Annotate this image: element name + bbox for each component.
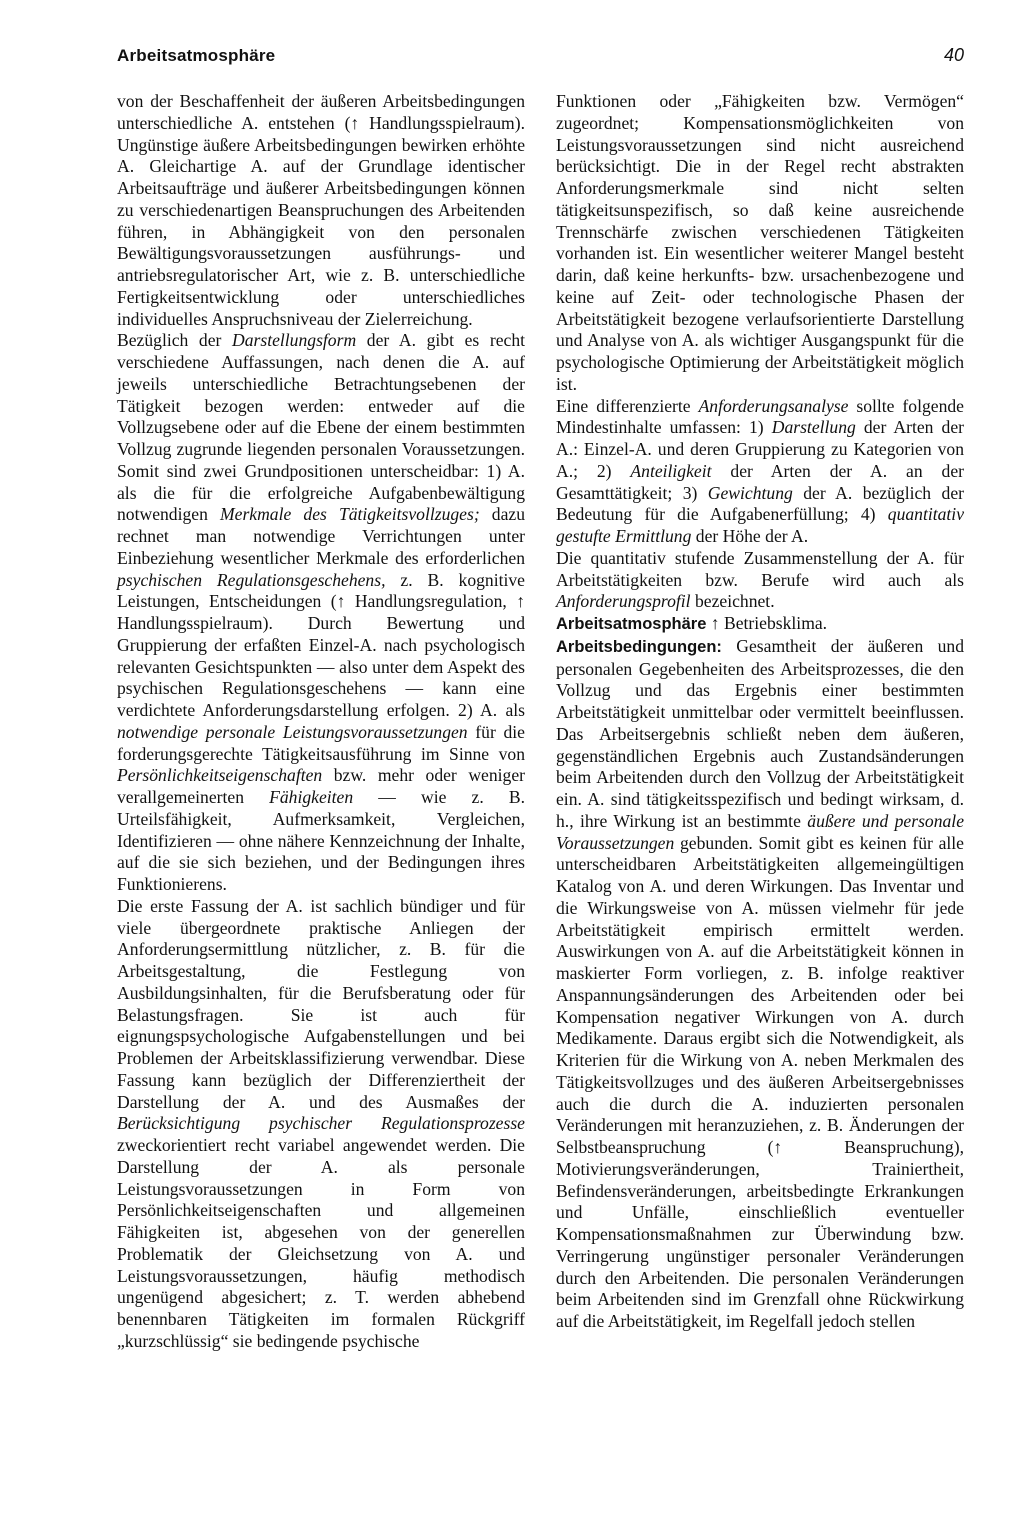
entry-headword: Arbeitsbedingungen:	[556, 637, 722, 656]
text-run: Die quantitativ stufende Zusammenstellung der A. für Arbeitstätigkeiten bzw. Berufe wird auch als	[556, 547, 964, 590]
text-run: für die forderungsgerechte Tätigkeitsausführung im Sinne von	[117, 721, 525, 764]
emphasis: Gewichtung	[707, 482, 793, 503]
text-run: — wie z. B. Urteilsfähigkeit, Aufmerksamkeit, Vergleichen, Identifizieren — ohne nähere Kennzeichnung der Inhalte, auf die sie sich beziehen, und der Bedingungen ihres Funktionierens.	[117, 787, 525, 894]
paragraph: Funktionen oder „Fähigkeiten bzw. Vermögen“ zugeordnet; Kompensationsmöglichkeiten von Leistungsvoraussetzungen sind nicht ausreichend berücksichtigt. Die in der Regel recht abstrakten Anforderungsmerkmale sind nicht selten tätigkeitsunspezifisch, so daß keine ausreichende Trennschärfe zwischen verschiedenen Tätigkeiten vorhanden ist. Ein wesentlicher weiterer Mangel besteht darin, daß keine herkunfts- bzw. ursachenbezogene und keine auf Zeit- oder technologische Phasen der Arbeitstätigkeit bezogene verlaufsorientierte Darstellung und Analyse von A. als wichtiger Ausgangspunkt für die psychologische Optimierung der Arbeitstätigkeit möglich ist.	[556, 91, 964, 394]
entry-headword: Arbeitsatmosphäre	[556, 615, 707, 633]
page-number: 40	[943, 45, 964, 65]
emphasis: Anforderungsanalyse	[698, 395, 849, 416]
paragraph	[556, 548, 964, 613]
emphasis: quantitativ gestufte Ermittlung	[556, 504, 964, 546]
text-run: der A. gibt es recht verschiedene Auffassungen, nach denen die A. auf jeweils unterschiedliche Betrachtungsebenen der Tätigkeit bezogen werden: entweder auf die Vollzugsebene oder auf die Ebene der einem bestimmten Vollzug zugrunde liegenden personalen Voraussetzungen. Somit sind zwei Grundpositionen unterscheidbar: 1) A. als die für die erfolgreiche Aufgabenbewältigung notwendigen	[117, 330, 525, 525]
text-run: Bezüglich der	[117, 330, 233, 351]
emphasis: Persönlichkeitseigenschaften	[117, 765, 323, 786]
paragraph	[117, 330, 525, 896]
text-run: sollte folgende Mindestinhalte umfassen: 1)	[556, 395, 964, 438]
emphasis: Anforderungsprofil	[556, 591, 691, 612]
paragraph	[117, 896, 525, 1353]
emphasis: Merkmale des Tätigkeitsvollzuges;	[219, 504, 480, 525]
running-title: Arbeitsatmosphäre	[117, 46, 276, 65]
left-column	[117, 91, 525, 1353]
text-run: Gesamtheit der äußeren und personalen Gegebenheiten des Arbeitsprozesses, die den Vollzug und das Ergebnis einer bestimmten Arbeitstätigkeit unmittelbar oder vermittelt beeinflussen. Das Arbeitsergebnis schließt neben dem äußeren, gegenständlichen Ergebnis auch Zustandsänderungen beim Arbeitenden durch den Vollzug der Arbeitstätigkeit ein. A. sind tätigkeitsspezifisch und bedingt wirksam, d. h., ihre Wirkung ist an bestimmte	[556, 635, 964, 831]
text-run: Eine differenzierte	[556, 395, 699, 416]
text-run: bzw. mehr oder weniger verallgemeinerten	[117, 765, 525, 807]
emphasis: Darstellungsform	[232, 330, 357, 351]
emphasis: notwendige personale Leistungsvoraussetzungen	[117, 721, 468, 742]
paragraph	[556, 396, 964, 548]
emphasis: Fähigkeiten	[269, 787, 354, 807]
text-run: z. B. kognitive Leistungen, Entscheidungen (↑ Handlungsregulation, ↑ Handlungsspielraum). Durch Bewertung und Gruppierung der erfaßten Einzel-A. nach psychologisch relevanten Gesichtspunkten — also unter dem Aspekt des psychischen Regulationsgeschehens — kann eine verdichtete Anforderungsdarstellung erfolgen. 2) A. als	[117, 569, 525, 720]
text-run: gebunden. Somit gibt es keinen für alle unterscheidbaren Arbeitstätigkeiten allgemeingültigen Katalog von A. und deren Wirkungen. Das Inventar und die Wirkungsweise von A. müssen vielmehr für jede Arbeitstätigkeit empirisch ermittelt werden. Auswirkungen von A. auf die Arbeitstätigkeit können in maskierter Form vorliegen, z. B. infolge reaktiver Anspannungsänderungen des Arbeitenden oder bei Kompensation negativer Wirkungen von A. durch Medikamente. Daraus ergibt sich die Notwendigkeit, als Kriterien für die Wirkung von A. neben Merkmalen des Tätigkeitsvollzuges und des äußeren Arbeitsergebnisses auch die durch die A. induzierten personalen Veränderungen mit heranzuziehen, z. B. Änderungen der Selbstbeanspruchung (↑ Beanspruchung), Motivierungsveränderungen, Trainiertheit, Befindensveränderungen, arbeitsbedingte Erkrankungen und Unfälle, einschließlich eventueller Kompensationsmaßnahmen zur Überwindung bzw. Verringerung ungünstiger personaler Veränderungen durch den Arbeitenden. Die personalen Veränderungen beim Arbeitenden sind im Grenzfall ohne Rückwirkung auf die Arbeitstätigkeit, im Regelfall jedoch stellen	[556, 832, 964, 1331]
cross-reference: ↑ Betriebsklima.	[706, 613, 828, 633]
right-column	[556, 91, 964, 1333]
text-run: bezeichnet.	[690, 591, 775, 612]
text-run: dazu rechnet man notwendige Verrichtungen unter Einbeziehung wesentlicher Merkmale des erforderlichen	[117, 504, 525, 568]
text-run: der A. bezüglich der Bedeutung für die Aufgabenerfüllung; 4)	[556, 482, 964, 525]
text-run: der Höhe der A.	[691, 526, 809, 546]
text-run: Die erste Fassung der A. ist sachlich bündiger und für viele übergeordnete praktische Anliegen der Anforderungsermittlung nützlicher, z. B. für die Arbeitsgestaltung, die Festlegung von Ausbildungsinhalten, für die Berufsberatung oder für Belastungsfragen. Sie ist auch für eignungspsychologische Aufgabenstellungen und bei Problemen der Arbeitsklassifizierung verwendbar. Diese Fassung kann bezüglich der Differenziertheit der Darstellung der A. und des Ausmaßes der	[117, 895, 525, 1112]
text-run: zweckorientiert recht variabel angewendet werden. Die Darstellung der A. als personale Leistungsvoraussetzungen in Form von Persönlichkeitseigenschaften und allgemeinen Fähigkeiten ist, abgesehen von der generellen Problematik der Gleichsetzung von A. und Leistungsvoraussetzungen, häufig methodisch ungenügend abgesichert; z. T. werden abhebend benennbaren Tätigkeiten im formalen Rückgriff „kurzschlüssig“ sie bedingende psychische	[117, 1135, 525, 1351]
emphasis: psychischen Regulationsgeschehens,	[117, 569, 386, 590]
text-run: der Arten der A.: Einzel-A. und deren Gruppierung zu Kategorien von A.; 2)	[556, 417, 965, 481]
emphasis: Darstellung	[771, 417, 856, 438]
entry-arbeitsbedingungen	[556, 636, 964, 1333]
entry-arbeitsatmosphaere	[556, 613, 964, 636]
emphasis: Anteiligkeit	[630, 460, 712, 481]
emphasis: äußere und personale Voraussetzungen	[556, 810, 964, 853]
paragraph: von der Beschaffenheit der äußeren Arbeitsbedingungen unterschiedliche A. entstehen (↑ Handlungsspielraum). Ungünstige äußere Arbeitsbedingungen bewirken erhöhte A. Gleichartige A. auf der Grundlage identischer Arbeitsaufträge und äußerer Arbeitsbedingungen können zu verschiedenartigen Beanspruchungen des Arbeitenden führen, in Abhängigkeit von den personalen Bewältigungsvoraussetzungen ausführungs- und antriebsregulatorischer Art, wie z. B. unterschiedliche Fertigkeitsentwicklung oder unterschiedliches individuelles Anspruchsniveau der Zielerreichung.	[117, 91, 525, 329]
text-run: der Arten der A. an der Gesamttätigkeit; 3)	[556, 460, 964, 503]
emphasis: Berücksichtigung psychischer Regulationsprozesse	[117, 1113, 525, 1134]
